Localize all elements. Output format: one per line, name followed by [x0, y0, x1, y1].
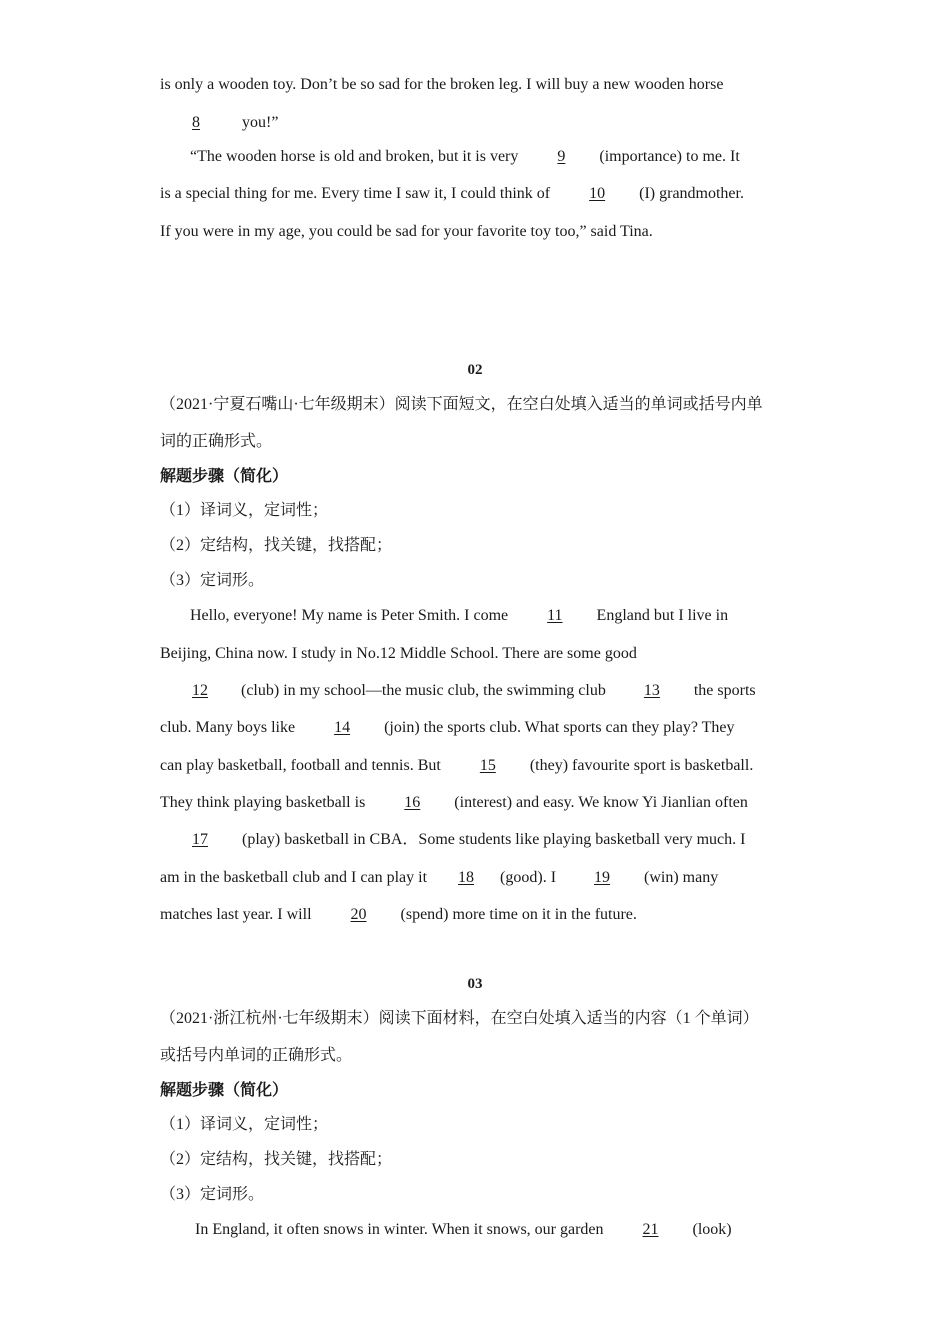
step-item: （1）译词义，定词性； — [160, 1116, 329, 1133]
passage-line: matches last year. I will 20 (spend) more time on it in the future. — [160, 906, 637, 923]
passage-line: 8 you!” — [160, 113, 278, 133]
question-intro: 或括号内单词的正确形式。 — [160, 1047, 353, 1064]
question-intro: 词的正确形式。 — [160, 433, 273, 450]
answer-blank[interactable]: 15 — [479, 757, 496, 774]
section-number: 02 — [467, 362, 483, 378]
passage-line: If you were in my age, you could be sad for your favorite toy too,” said Tina. — [160, 223, 653, 240]
step-item: （3）定词形。 — [160, 572, 265, 589]
passage-line: 12 (club) in my school—the music club, the swimming club 13 the sports — [160, 681, 756, 701]
steps-title: 解题步骤（简化） — [160, 468, 289, 485]
section-number: 03 — [467, 976, 483, 992]
passage-line: 17 (play) basketball in CBA．Some students like playing basketball very much. I — [160, 830, 745, 850]
step-item: （1）译词义，定词性； — [160, 502, 329, 519]
answer-blank[interactable]: 8 — [192, 114, 200, 131]
passage-line: They think playing basketball is 16 (interest) and easy. We know Yi Jianlian often — [160, 794, 748, 811]
answer-blank[interactable]: 11 — [547, 607, 563, 624]
step-item: （3）定词形。 — [160, 1186, 265, 1203]
passage-line: Hello, everyone! My name is Peter Smith. I come 11 England but I live in — [190, 607, 729, 624]
steps-title: 解题步骤（简化） — [160, 1082, 289, 1099]
answer-blank[interactable]: 21 — [642, 1221, 659, 1238]
answer-blank[interactable]: 18 — [458, 869, 475, 886]
passage-line: “The wooden horse is old and broken, but it is very 9 (importance) to me. It — [190, 148, 740, 165]
step-item: （2）定结构，找关键，找搭配； — [160, 537, 393, 554]
passage-line: can play basketball, football and tennis. But 15 (they) favourite sport is basketball. — [160, 757, 754, 774]
passage-line: club. Many boys like 14 (join) the sports club. What sports can they play? They — [160, 719, 735, 736]
answer-blank[interactable]: 16 — [404, 794, 421, 811]
passage-line: is a special thing for me. Every time I saw it, I could think of 10 (I) grandmother. — [160, 185, 744, 202]
passage-line: Beijing, China now. I study in No.12 Middle School. There are some good — [160, 645, 637, 662]
answer-blank[interactable]: 10 — [589, 185, 606, 202]
step-item: （2）定结构，找关键，找搭配； — [160, 1151, 393, 1168]
answer-blank[interactable]: 17 — [192, 831, 208, 848]
answer-blank[interactable]: 9 — [557, 148, 566, 165]
question-intro: （2021·宁夏石嘴山·七年级期末）阅读下面短文，在空白处填入适当的单词或括号内单 — [160, 396, 763, 413]
passage-line: is only a wooden toy. Don’t be so sad for the broken leg. I will buy a new wooden horse — [160, 76, 724, 93]
passage-line: am in the basketball club and I can play it 18 (good). I 19 (win) many — [160, 869, 719, 886]
passage-line: In England, it often snows in winter. When it snows, our garden 21 (look) — [195, 1221, 732, 1238]
answer-blank[interactable]: 13 — [643, 682, 660, 699]
question-intro: （2021·浙江杭州·七年级期末）阅读下面材料，在空白处填入适当的内容（1 个单词） — [160, 1010, 759, 1027]
answer-blank[interactable]: 19 — [594, 869, 611, 886]
answer-blank[interactable]: 14 — [334, 719, 351, 736]
answer-blank[interactable]: 12 — [192, 682, 208, 699]
answer-blank[interactable]: 20 — [350, 906, 367, 923]
